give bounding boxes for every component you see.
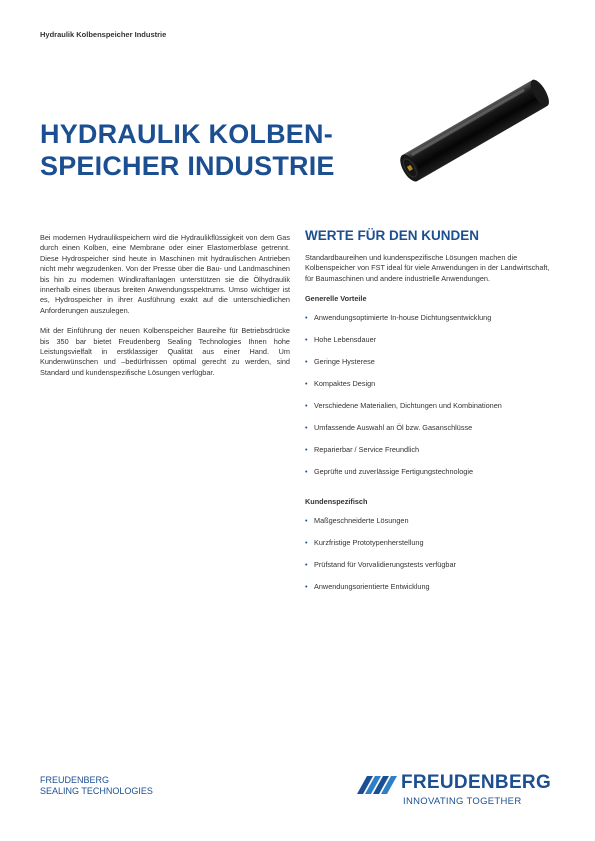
custom-list (305, 516, 557, 604)
intro-text-column (40, 233, 290, 388)
title-line-1: HYDRAULIK KOLBEN- (40, 119, 333, 149)
footer-company-line-1: FREUDENBERG (40, 775, 110, 785)
list-item: • Kompaktes Design (305, 379, 557, 401)
benefits-column (305, 228, 557, 612)
page-title (40, 118, 335, 182)
list-item: • Anwendungsorientierte Entwicklung (305, 582, 557, 604)
section-title: WERTE FÜR DEN KUNDEN (305, 228, 479, 243)
product-image (388, 78, 560, 184)
list-item: • Prüfstand für Vorvalidierungstests verfügbar (305, 560, 557, 582)
list-item: • Maßgeschneiderte Lösungen (305, 516, 557, 538)
intro-paragraph-2: Mit der Einführung der neuen Kolbenspeicher Baureihe für Betriebsdrücke bis 350 bar bietet Freudenberg Sealing Technologies Ihnen hohe Leistungsvielfalt in erstklassiger Qualität aus einer Hand. Um Kundenwünschen und –bedürfnissen optimal gerecht zu werden, sind Standard und kundenspezifische Lösungen verfügbar. (40, 326, 290, 377)
freudenberg-logo-icon (357, 776, 397, 794)
intro-paragraph-1: Bei modernen Hydraulikspeichern wird die Hydraulikflüssigkeit von dem Gas durch einen Kolben, eine Membrane oder einer Elastomerblase getrennt. Diese Hydrospeicher sind heute in Maschinen mit hydraulischen Antrieben nicht mehr wegzudenken. Von der Presse über die Bau- und Landmaschinen bis hin zu modernen Windkraftanlagen unterstützen sie die Ölhydraulik innerhalb eines überaus breiten Anwendungsspektrums. Umso wichtiger ist es, Hydrospeicher in ihrer Ausführung exakt auf die unterschiedlichen Anforderungen auszulegen. (40, 233, 290, 315)
list-item: • Reparierbar / Service Freundlich (305, 445, 557, 467)
list-item: • Anwendungsoptimierte In-house Dichtungsentwicklung (305, 313, 557, 335)
logo-tagline: INNOVATING TOGETHER (403, 796, 522, 807)
general-advantages-list (305, 313, 557, 489)
header-label: Hydraulik Kolbenspeicher Industrie (40, 30, 167, 39)
custom-heading: Kundenspezifisch (305, 497, 368, 507)
footer-company-line-2: SEALING TECHNOLOGIES (40, 785, 153, 796)
list-item: • Geringe Hysterese (305, 357, 557, 379)
list-item: • Hohe Lebensdauer (305, 335, 557, 357)
freudenberg-logo (357, 772, 557, 811)
benefits-intro: Standardbaureihen und kundenspezifische Lösungen machen die Kolbenspeicher von FST ideal für viele Anwendungen in der Landwirtschaft, für Baumaschinen und andere industrielle Anwendungen. (305, 253, 550, 283)
list-item: • Umfassende Auswahl an Öl bzw. Gasanschlüsse (305, 423, 557, 445)
list-item: • Geprüfte und zuverlässige Fertigungstechnologie (305, 467, 557, 489)
list-item: • Verschiedene Materialien, Dichtungen und Kombinationen (305, 401, 557, 423)
general-advantages-heading: Generelle Vorteile (305, 294, 367, 304)
footer-company (40, 775, 153, 796)
logo-wordmark: FREUDENBERG (401, 772, 552, 793)
list-item: • Kurzfristige Prototypenherstellung (305, 538, 557, 560)
title-line-2: SPEICHER INDUSTRIE (40, 151, 335, 181)
